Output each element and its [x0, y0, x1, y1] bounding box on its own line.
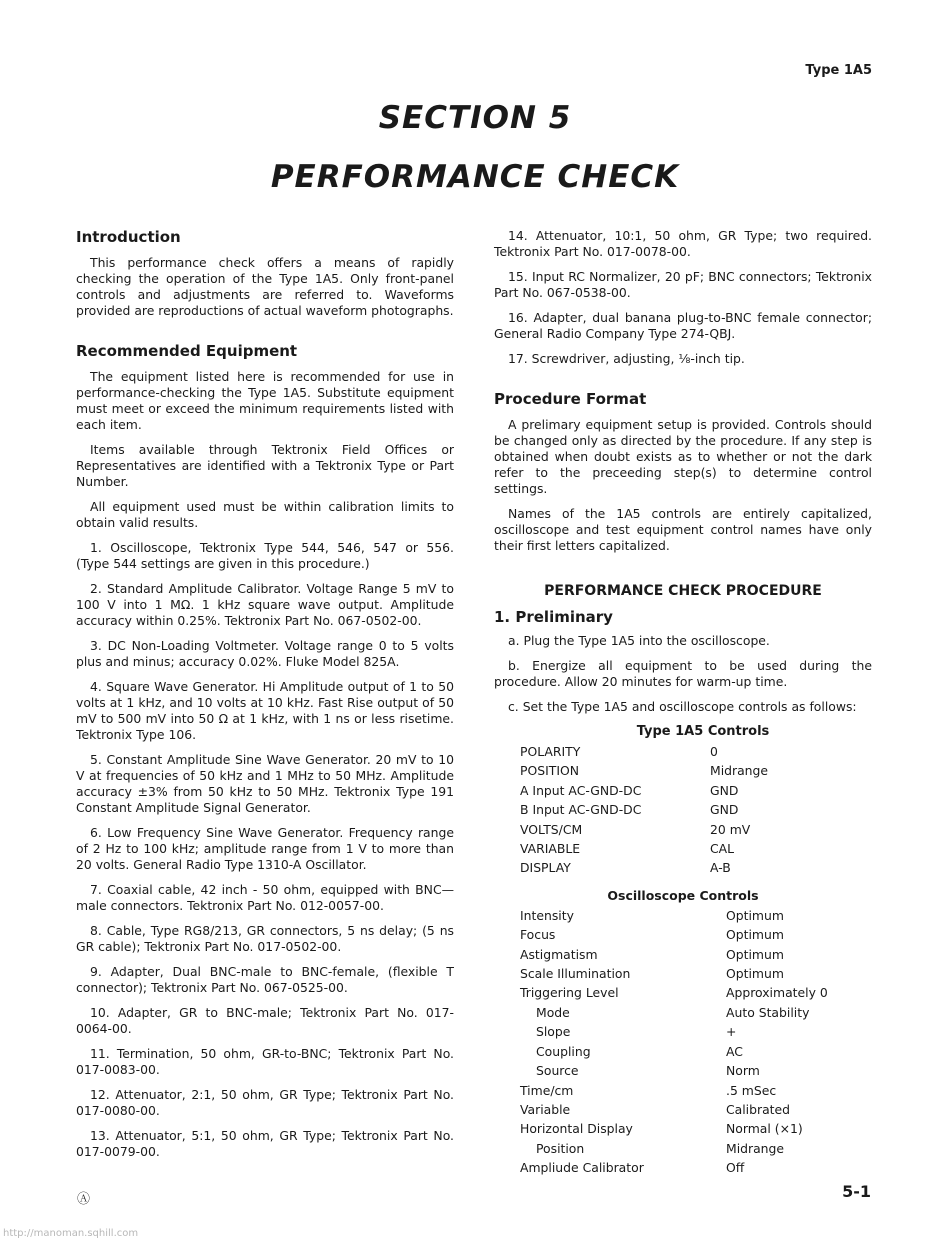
control-value: Optimum — [726, 946, 784, 962]
table-row — [520, 781, 768, 800]
table-row — [520, 1003, 828, 1022]
control-name: Triggering Level — [520, 985, 619, 1001]
equipment-item: 4. Square Wave Generator. Hi Amplitude output of 1 to 50 volts at 1 kHz, and 10 volts at 10 kHz. Fast Rise output of 50 mV to 500 mV into 50 Ω at 1 kHz, with 1 ns or less risetime. Tektronix Type 106. — [76, 679, 454, 742]
equipment-item: 16. Adapter, dual banana plug-to-BNC female connector; General Radio Company Type 274-QBJ. — [494, 310, 872, 341]
document-type-label: Type 1A5 — [805, 63, 872, 78]
equipment-item: 7. Coaxial cable, 42 inch - 50 ohm, equipped with BNC—male connectors. Tektronix Part No. 012-0057-00. — [76, 882, 454, 913]
equipment-item: 14. Attenuator, 10:1, 50 ohm, GR Type; two required. Tektronix Part No. 017-0078-00. — [494, 228, 872, 259]
equipment-item: 2. Standard Amplitude Calibrator. Voltage Range 5 mV to 100 V into 1 MΩ. 1 kHz square wave output. Amplitude accuracy within 0.25%. Tektronix Part No. 067-0502-00. — [76, 581, 454, 628]
type-1a5-controls-heading: Type 1A5 Controls — [636, 724, 770, 739]
procedure-format-heading: Procedure Format — [494, 390, 647, 408]
control-name: Coupling — [536, 1043, 591, 1059]
type-1a5-controls-table — [520, 742, 768, 878]
oscilloscope-controls-table — [520, 906, 828, 1178]
section-number-title: SECTION 5 — [378, 100, 572, 136]
control-value: Optimum — [726, 907, 784, 923]
equipment-item: 6. Low Frequency Sine Wave Generator. Frequency range of 2 Hz to 100 kHz; amplitude range from 1 V to more than 20 volts. General Radio Type 1310-A Oscillator. — [76, 825, 454, 872]
control-value: Calibrated — [726, 1101, 791, 1117]
control-name: Intensity — [520, 907, 574, 923]
control-value: .5 mSec — [726, 1082, 777, 1098]
equipment-item: 12. Attenuator, 2:1, 50 ohm, GR Type; Tektronix Part No. 017-0080-00. — [76, 1087, 454, 1118]
table-row — [520, 858, 768, 877]
recommended-equipment-heading: Recommended Equipment — [76, 342, 298, 360]
control-name: POSITION — [520, 763, 579, 779]
oscilloscope-controls-heading: Oscilloscope Controls — [607, 887, 759, 903]
introduction-text: This performance check offers a means of rapidly checking the operation of the Type 1A5. Only front-panel controls and adjustments are referred to. Waveforms provided are reproductions of actual waveform photographs. — [76, 255, 454, 318]
table-row — [520, 800, 768, 819]
control-name: B Input AC-GND-DC — [520, 802, 642, 818]
right-column — [494, 228, 872, 1178]
section-name-title: PERFORMANCE CHECK — [270, 159, 680, 195]
control-value: A-B — [710, 860, 731, 876]
equipment-item: 13. Attenuator, 5:1, 50 ohm, GR Type; Tektronix Part No. 017-0079-00. — [76, 1128, 454, 1159]
control-value: Optimum — [726, 966, 784, 982]
equipment-item: 17. Screwdriver, adjusting, ⅛-inch tip. — [508, 351, 745, 366]
equipment-item: 11. Termination, 50 ohm, GR-to-BNC; Tektronix Part No. 017-0083-00. — [76, 1046, 454, 1077]
performance-check-procedure-heading: PERFORMANCE CHECK PROCEDURE — [544, 583, 822, 599]
table-row — [520, 1042, 828, 1061]
equipment-item: 3. DC Non-Loading Voltmeter. Voltage range 0 to 5 volts plus and minus; accuracy 0.02%. Fluke Model 825A. — [76, 638, 454, 669]
control-name: VARIABLE — [520, 841, 581, 857]
procedure-format-paragraph: Names of the 1A5 controls are entirely capitalized, oscilloscope and test equipment control names have only their first letters capitalized. — [494, 506, 872, 553]
table-row — [520, 925, 828, 944]
equipment-paragraph: Items available through Tektronix Field Offices or Representatives are identified with a Tektronix Type or Part Number. — [76, 442, 454, 489]
equipment-paragraph: The equipment listed here is recommended for use in performance-checking the Type 1A5. Substitute equipment must meet or exceed the minimum requirements listed with each item. — [76, 369, 454, 432]
control-name: POLARITY — [520, 744, 581, 759]
table-row — [520, 1119, 828, 1138]
table-row — [520, 1081, 828, 1100]
table-row — [520, 1158, 828, 1177]
control-value: Norm — [726, 1063, 760, 1079]
control-value: CAL — [710, 841, 735, 857]
control-value: GND — [710, 782, 739, 798]
control-value: Approximately 0 — [726, 985, 828, 1001]
equipment-item: 8. Cable, Type RG8/213, GR connectors, 5 ns delay; (5 ns GR cable); Tektronix Part No. 017-0502-00. — [76, 923, 454, 954]
control-name: Horizontal Display — [520, 1121, 633, 1137]
table-row — [520, 964, 828, 983]
procedure-format-paragraph: A prelimary equipment setup is provided. Controls should be changed only as directed by the procedure. If any step is obtained when doubt exists as to whether or not the dark refer to the preceeding step(s) to determine control settings. — [494, 417, 872, 496]
preliminary-step-item: c. Set the Type 1A5 and oscilloscope controls as follows: — [508, 699, 857, 714]
control-value: 20 mV — [710, 821, 751, 837]
equipment-item: 5. Constant Amplitude Sine Wave Generator. 20 mV to 10 V at frequencies of 50 kHz and 1 MHz to 50 MHz. Amplitude accuracy ±3% from 50 kHz to 50 MHz. Tektronix Type 191 Constant Amplitude Signal Generator. — [76, 752, 454, 815]
control-name: Position — [536, 1140, 585, 1156]
equipment-item: 10. Adapter, GR to BNC-male; Tektronix Part No. 017-0064-00. — [76, 1005, 454, 1036]
table-row — [520, 1139, 828, 1158]
table-row — [520, 742, 768, 761]
control-name: VOLTS/CM — [520, 821, 583, 837]
control-value: + — [726, 1024, 737, 1040]
control-value: Midrange — [710, 763, 769, 779]
equipment-paragraph: All equipment used must be within calibration limits to obtain valid results. — [76, 499, 454, 530]
control-value: Auto Stability — [726, 1004, 810, 1020]
control-name: Slope — [536, 1024, 571, 1040]
control-name: DISPLAY — [520, 860, 571, 876]
control-name: Astigmatism — [520, 946, 598, 962]
control-name: Scale Illumination — [520, 966, 631, 982]
introduction-heading: Introduction — [76, 228, 181, 246]
control-name: A Input AC-GND-DC — [520, 782, 642, 798]
table-row — [520, 761, 768, 780]
table-row — [520, 1100, 828, 1119]
control-value: Midrange — [726, 1140, 785, 1156]
equipment-item: 15. Input RC Normalizer, 20 pF; BNC connectors; Tektronix Part No. 067-0538-00. — [494, 269, 872, 300]
table-row — [520, 839, 768, 858]
preliminary-step-item: b. Energize all equipment to be used during the procedure. Allow 20 minutes for warm-up time. — [494, 658, 872, 689]
left-column — [76, 228, 454, 1169]
page-number: 5-1 — [842, 1182, 871, 1201]
preliminary-step-heading: 1. Preliminary — [494, 608, 613, 626]
control-value: Optimum — [726, 927, 784, 943]
preliminary-step-item: a. Plug the Type 1A5 into the oscilloscope. — [508, 633, 770, 648]
equipment-item: 1. Oscilloscope, Tektronix Type 544, 546, 547 or 556. (Type 544 settings are given in this procedure.) — [76, 540, 454, 571]
control-name: Mode — [536, 1004, 570, 1020]
control-value: Off — [726, 1160, 745, 1176]
control-name: Ampliude Calibrator — [520, 1160, 644, 1176]
control-value: 0 — [710, 744, 718, 759]
control-value: GND — [710, 802, 739, 818]
equipment-item: 9. Adapter, Dual BNC-male to BNC-female, (flexible T connector); Tektronix Part No. 067-0525-00. — [76, 964, 454, 995]
control-name: Source — [536, 1063, 579, 1079]
table-row — [520, 945, 828, 964]
table-row — [520, 1022, 828, 1041]
table-row — [520, 1061, 828, 1080]
control-value: Normal (×1) — [726, 1121, 803, 1137]
table-row — [520, 983, 828, 1002]
circled-a-mark: Ⓐ — [77, 1192, 91, 1207]
source-watermark: http://manoman.sqhill.com — [3, 1228, 139, 1239]
control-name: Focus — [520, 927, 556, 943]
table-row — [520, 820, 768, 839]
control-value: AC — [726, 1043, 743, 1059]
control-name: Time/cm — [520, 1082, 574, 1098]
table-row — [520, 906, 828, 925]
control-name: Variable — [520, 1101, 571, 1117]
